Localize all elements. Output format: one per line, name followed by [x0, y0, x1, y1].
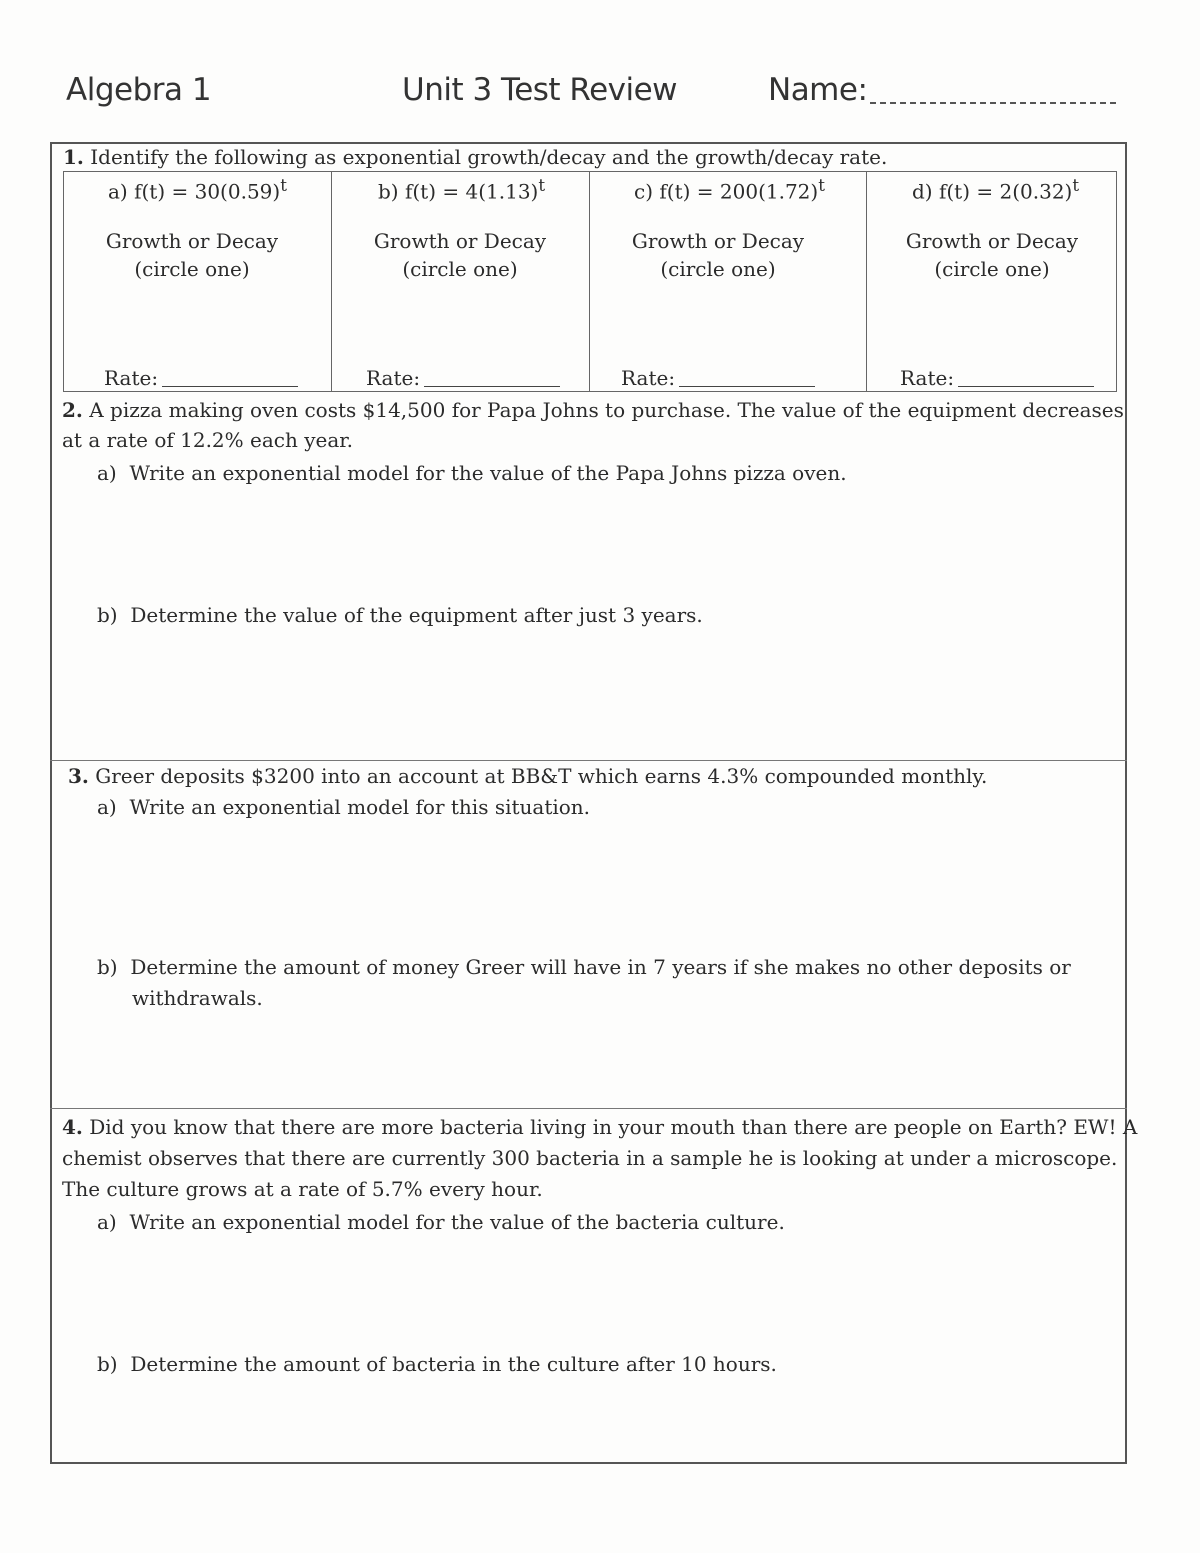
q1-cell-a-choice[interactable]	[82, 227, 302, 283]
rate-answer-line[interactable]	[424, 386, 560, 387]
q4-prompt-line2: chemist observes that there are currently 300 bacteria in a sample he is looking at under a microscope.	[62, 1146, 1118, 1170]
q3-part-a-text: Write an exponential model for this situation.	[129, 795, 591, 819]
q4-part-a-text: Write an exponential model for the value of the bacteria culture.	[129, 1210, 785, 1234]
q1-cell-c-function	[634, 176, 825, 204]
q2-number: 2.	[62, 398, 83, 422]
part-letter: b)	[97, 603, 118, 627]
q4-prompt-text: Did you know that there are more bacteria living in your mouth than there are people on Earth? EW! A	[89, 1115, 1138, 1139]
q1-table-divider	[866, 171, 867, 392]
name-label: Name:	[768, 72, 868, 108]
part-letter: a)	[97, 795, 117, 819]
part-letter: b)	[97, 955, 118, 979]
rate-answer-line[interactable]	[679, 386, 815, 387]
q1-cell-b-letter: b)	[378, 179, 399, 204]
q1-cell-b-function	[378, 176, 545, 204]
q1-cell-d-rate	[900, 366, 1094, 390]
q3-part-a	[97, 795, 590, 819]
unit-title: Unit 3 Test Review	[402, 72, 678, 108]
q1-cell-b-exponent: t	[538, 176, 546, 195]
growth-or-decay-text: Growth or Decay	[905, 229, 1079, 253]
q1-prompt-text: Identify the following as exponential growth/decay and the growth/decay rate.	[90, 145, 888, 169]
rate-label: Rate:	[621, 366, 676, 390]
circle-one-note: (circle one)	[402, 257, 518, 281]
rate-label: Rate:	[366, 366, 421, 390]
q4-prompt-line3: The culture grows at a rate of 5.7% every hour.	[62, 1177, 543, 1201]
part-letter: a)	[97, 461, 117, 485]
q1-cell-a-letter: a)	[108, 179, 128, 204]
q4-number: 4.	[62, 1115, 83, 1139]
q3-part-b-line1	[97, 955, 1071, 979]
q1-cell-a-exponent: t	[280, 176, 287, 195]
part-letter: b)	[97, 1352, 118, 1376]
q1-cell-a-function	[108, 176, 287, 204]
rate-answer-line[interactable]	[162, 386, 298, 387]
q1-number: 1.	[63, 145, 84, 169]
q3-part-b-line2: withdrawals.	[132, 986, 263, 1010]
q4-prompt-line1	[62, 1115, 1137, 1139]
q1-cell-c-expression: f(t) = 200(1.72)	[659, 179, 819, 204]
q1-cell-b-rate	[366, 366, 560, 390]
section-divider	[50, 1108, 1127, 1109]
q1-cell-d-expression: f(t) = 2(0.32)	[938, 179, 1073, 204]
q1-table-divider	[589, 171, 590, 392]
rate-answer-line[interactable]	[958, 386, 1094, 387]
q1-cell-d-choice[interactable]	[882, 227, 1102, 283]
q1-cell-c-exponent: t	[818, 176, 825, 195]
q1-cell-d-function	[912, 176, 1079, 204]
q1-cell-c-letter: c)	[634, 179, 654, 204]
q1-cell-d-exponent: t	[1072, 176, 1080, 195]
name-field[interactable]	[870, 102, 1116, 104]
q2-part-b	[97, 603, 703, 627]
circle-one-note: (circle one)	[660, 257, 776, 281]
q2-part-a	[97, 461, 847, 485]
q2-prompt-line2: at a rate of 12.2% each year.	[62, 428, 353, 452]
q1-cell-b-expression: f(t) = 4(1.13)	[404, 179, 539, 204]
q2-part-a-text: Write an exponential model for the value of the Papa Johns pizza oven.	[129, 461, 847, 485]
q4-part-a	[97, 1210, 785, 1234]
q1-prompt	[63, 145, 887, 169]
part-letter: a)	[97, 1210, 117, 1234]
q3-part-b-text: Determine the amount of money Greer will have in 7 years if she makes no other deposits or	[130, 955, 1071, 979]
circle-one-note: (circle one)	[934, 257, 1050, 281]
q3-prompt	[68, 764, 987, 788]
q1-table-divider	[331, 171, 332, 392]
rate-label: Rate:	[104, 366, 159, 390]
growth-or-decay-text: Growth or Decay	[373, 229, 547, 253]
course-title: Algebra 1	[66, 72, 212, 108]
q1-cell-c-choice[interactable]	[608, 227, 828, 283]
growth-or-decay-text: Growth or Decay	[631, 229, 805, 253]
q3-number: 3.	[68, 764, 89, 788]
section-divider	[50, 760, 1127, 761]
rate-label: Rate:	[900, 366, 955, 390]
q1-cell-d-letter: d)	[912, 179, 933, 204]
q2-part-b-text: Determine the value of the equipment after just 3 years.	[130, 603, 703, 627]
q4-part-b-text: Determine the amount of bacteria in the culture after 10 hours.	[130, 1352, 777, 1376]
q2-prompt-text: A pizza making oven costs $14,500 for Papa Johns to purchase. The value of the equipment decreases	[89, 398, 1124, 422]
growth-or-decay-text: Growth or Decay	[105, 229, 279, 253]
q2-prompt-line1	[62, 398, 1124, 422]
q1-cell-a-rate	[104, 366, 298, 390]
q1-cell-c-rate	[621, 366, 815, 390]
q1-cell-a-expression: f(t) = 30(0.59)	[134, 179, 281, 204]
q3-prompt-text: Greer deposits $3200 into an account at BB&T which earns 4.3% compounded monthly.	[95, 764, 988, 788]
circle-one-note: (circle one)	[134, 257, 250, 281]
q1-cell-b-choice[interactable]	[350, 227, 570, 283]
q4-part-b	[97, 1352, 777, 1376]
